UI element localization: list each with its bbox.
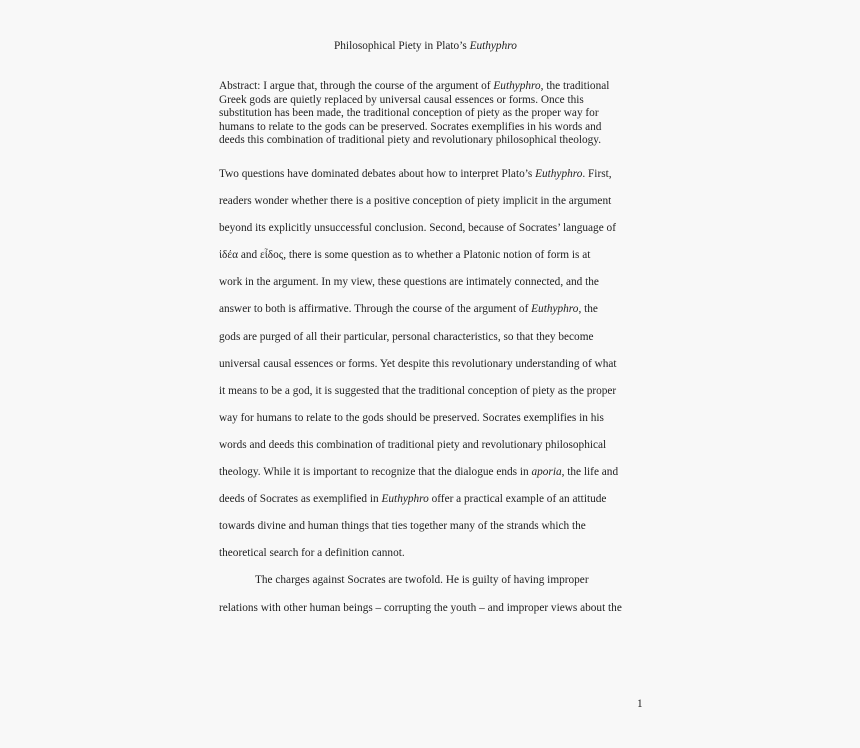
- page-title: [334, 39, 517, 53]
- italic-run: Euthyphro: [535, 168, 583, 180]
- text-run: beyond its explicitly unsuccessful conclusion. Second, because of Socrates’ language of: [219, 222, 616, 235]
- text-run: , the: [578, 303, 598, 316]
- text-run: The charges against Socrates are twofold. He is guilty of having improper: [255, 574, 589, 587]
- body-line: [219, 513, 649, 540]
- text-run: words and deeds this combination of traditional piety and revolutionary philosophical: [219, 438, 607, 451]
- text-run: way for humans to relate to the gods should be preserved. Socrates exemplifies in his: [219, 411, 604, 424]
- body-line: [219, 242, 649, 269]
- body-line: [219, 486, 649, 513]
- body-line: [219, 378, 649, 405]
- italic-run: Euthyphro: [531, 303, 579, 316]
- text-run: humans to relate to the gods can be preserved. Socrates exemplifies in his words and: [219, 120, 602, 133]
- text-run: offer a practical example of an attitude: [428, 493, 607, 506]
- text-run: deeds this combination of traditional piety and revolutionary philosophical theology.: [219, 134, 602, 147]
- title-italic: Euthyphro: [469, 40, 517, 52]
- text-run: gods are purged of all their particular, personal characteristics, so that they become: [219, 330, 594, 343]
- page-number: 1: [637, 698, 643, 710]
- text-run: towards divine and human things that ties together many of the strands which the: [219, 520, 586, 533]
- text-run: universal causal essences or forms. Yet despite this revolutionary understanding of what: [219, 357, 617, 370]
- body-line: [219, 459, 649, 486]
- text-run: answer to both is affirmative. Through the course of the argument of: [219, 303, 532, 316]
- abstract-line: [219, 94, 649, 108]
- text-run: relations with other human beings – corrupting the youth – and improper views about the: [219, 601, 622, 614]
- text-run: readers wonder whether there is a positive conception of piety implicit in the argument: [219, 195, 612, 208]
- text-run: substitution has been made, the traditional conception of piety as the proper way for: [219, 107, 599, 120]
- text-run: Greek gods are quietly replaced by universal causal essences or forms. Once this: [219, 93, 584, 106]
- text-run: , the traditional: [540, 80, 610, 92]
- text-run: it means to be a god, it is suggested that the traditional conception of piety as the proper: [219, 384, 617, 397]
- text-run: Abstract: I argue that, through the course of the argument of: [219, 80, 494, 92]
- text-run: work in the argument. In my view, these questions are intimately connected, and the: [219, 276, 599, 289]
- text-run: Two questions have dominated debates about how to interpret Plato’s: [219, 168, 536, 180]
- body-text: [219, 161, 649, 622]
- text-run: theology. While it is important to recognize that the dialogue ends in: [219, 466, 532, 479]
- body-line: [219, 432, 649, 459]
- text-run: theoretical search for a definition cannot.: [219, 547, 405, 560]
- title-text: Philosophical Piety in Plato’s: [334, 40, 470, 52]
- abstract: [219, 80, 649, 148]
- body-line: [219, 215, 649, 242]
- body-line: [219, 296, 649, 323]
- text-run: . First,: [582, 168, 612, 180]
- abstract-line: [219, 80, 649, 94]
- text-run: , the life and: [561, 466, 619, 479]
- body-line: [219, 540, 649, 567]
- abstract-line: [219, 134, 649, 148]
- body-line: [219, 405, 649, 432]
- body-line: [219, 595, 649, 622]
- body-line-indented: [219, 567, 649, 594]
- text-run: deeds of Socrates as exemplified in: [219, 493, 382, 506]
- body-line: [219, 161, 649, 188]
- italic-run: Euthyphro: [493, 80, 541, 92]
- italic-run: aporia: [531, 466, 562, 479]
- body-line: [219, 269, 649, 296]
- body-line: [219, 351, 649, 378]
- body-line: [219, 324, 649, 351]
- body-line: [219, 188, 649, 215]
- text-run: ἰδέα and εἶδος, there is some question as to whether a Platonic notion of form is at: [219, 249, 591, 262]
- abstract-line: [219, 121, 649, 135]
- italic-run: Euthyphro: [381, 493, 429, 506]
- abstract-line: [219, 107, 649, 121]
